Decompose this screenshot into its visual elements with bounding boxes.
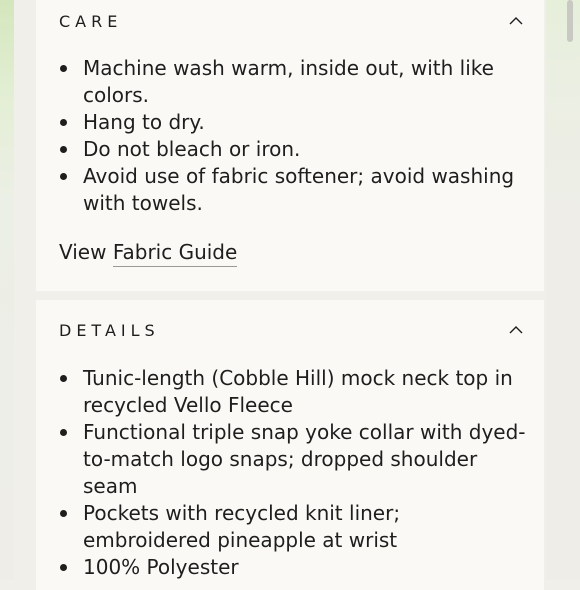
- bullet-dot: [60, 429, 67, 436]
- chevron-up-icon[interactable]: [509, 325, 523, 335]
- bullet-dot: [60, 375, 67, 382]
- care-list-item: [59, 55, 529, 109]
- scrollbar-thumb[interactable]: [567, 0, 573, 42]
- care-section-header[interactable]: [59, 12, 523, 36]
- care-list-item: [59, 136, 529, 163]
- bullet-dot: [60, 510, 67, 517]
- bullet-dot: [60, 119, 67, 126]
- details-list-item: [59, 500, 529, 554]
- details-item-text: Pockets with recycled knit liner; embroidered pineapple at wrist: [83, 501, 401, 552]
- care-section-title: CARE: [59, 12, 123, 31]
- care-item-text: Machine wash warm, inside out, with like colors.: [83, 56, 494, 107]
- details-list-item: [59, 419, 529, 500]
- details-section-header[interactable]: [59, 321, 523, 345]
- fabric-guide-link[interactable]: Fabric Guide: [113, 240, 237, 267]
- page-edge-left: [0, 0, 14, 580]
- page-edge-right: [546, 0, 580, 580]
- details-item-text: Functional triple snap yoke collar with dyed-to-match logo snaps; dropped shoulder seam: [83, 420, 526, 498]
- details-list-item: [59, 554, 529, 581]
- care-list-item: [59, 163, 529, 217]
- care-list: [59, 55, 529, 217]
- bullet-dot: [60, 65, 67, 72]
- fabric-guide-prefix: View: [59, 240, 107, 264]
- details-list-item: [59, 365, 529, 419]
- care-list-item: [59, 109, 529, 136]
- details-section: [36, 300, 544, 590]
- care-item-text: Do not bleach or iron.: [83, 137, 301, 161]
- fabric-guide-row: [59, 239, 237, 266]
- details-section-title: DETAILS: [59, 321, 160, 340]
- bullet-dot: [60, 564, 67, 571]
- care-section: [36, 0, 544, 291]
- bullet-dot: [60, 173, 67, 180]
- details-list: [59, 365, 529, 581]
- details-item-text: Tunic-length (Cobble Hill) mock neck top in recycled Vello Fleece: [83, 366, 513, 417]
- details-item-text: 100% Polyester: [83, 555, 239, 579]
- bullet-dot: [60, 146, 67, 153]
- care-item-text: Avoid use of fabric softener; avoid washing with towels.: [83, 164, 515, 215]
- care-item-text: Hang to dry.: [83, 110, 205, 134]
- chevron-up-icon[interactable]: [509, 16, 523, 26]
